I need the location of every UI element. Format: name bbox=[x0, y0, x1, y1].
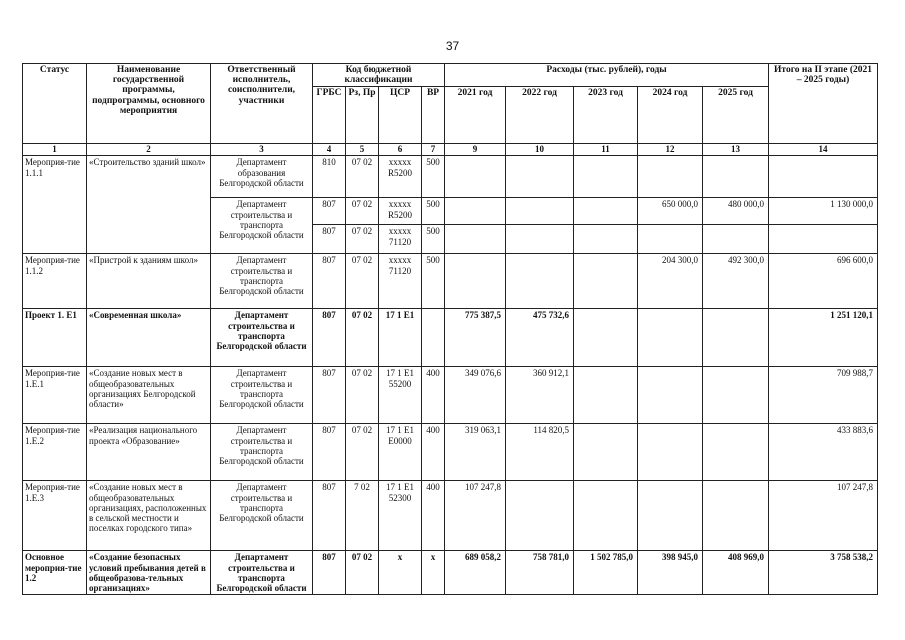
cell-csr: xxxxx 71120 bbox=[379, 254, 422, 309]
cell-executor: Департамент строительства и транспорта Белгородской области bbox=[211, 198, 313, 254]
cell-vr: 500 bbox=[422, 156, 445, 198]
col-number: 11 bbox=[574, 144, 638, 156]
cell-2022: 758 781,0 bbox=[506, 551, 574, 595]
col-number: 1 bbox=[23, 144, 87, 156]
cell-2025 bbox=[703, 367, 769, 424]
header-status: Статус bbox=[23, 64, 87, 144]
header-2023: 2023 год bbox=[574, 87, 638, 144]
cell-2025 bbox=[703, 225, 769, 254]
cell-rz-pr: 07 02 bbox=[346, 254, 379, 309]
col-number: 6 bbox=[379, 144, 422, 156]
cell-2025 bbox=[703, 309, 769, 367]
cell-csr: 17 1 Е1 52300 bbox=[379, 481, 422, 551]
cell-grbs: 807 bbox=[313, 254, 346, 309]
cell-2022 bbox=[506, 198, 574, 225]
cell-rz-pr: 07 02 bbox=[346, 367, 379, 424]
table-row bbox=[23, 156, 878, 198]
cell-2021: 349 076,6 bbox=[445, 367, 506, 424]
col-number: 12 bbox=[638, 144, 703, 156]
header-budget-code: Код бюджетной классификации bbox=[313, 64, 445, 87]
cell-total: 709 988,7 bbox=[769, 367, 878, 424]
table-row bbox=[23, 481, 878, 551]
cell-2024 bbox=[638, 481, 703, 551]
cell-vr: 400 bbox=[422, 481, 445, 551]
cell-csr: 17 1 Е1 bbox=[379, 309, 422, 367]
cell-status: Мероприя-тие 1.Е.3 bbox=[23, 481, 87, 551]
cell-name: «Современная школа» bbox=[87, 309, 211, 367]
header-2022: 2022 год bbox=[506, 87, 574, 144]
cell-executor: Департамент строительства и транспорта Белгородской области bbox=[211, 367, 313, 424]
cell-rz-pr: 7 02 bbox=[346, 481, 379, 551]
cell-2024 bbox=[638, 309, 703, 367]
header-2021: 2021 год bbox=[445, 87, 506, 144]
cell-rz-pr: 07 02 bbox=[346, 198, 379, 225]
cell-2022 bbox=[506, 225, 574, 254]
cell-total: 696 600,0 bbox=[769, 254, 878, 309]
cell-2023 bbox=[574, 225, 638, 254]
col-number: 13 bbox=[703, 144, 769, 156]
cell-2024 bbox=[638, 225, 703, 254]
cell-2023 bbox=[574, 254, 638, 309]
cell-status: Мероприя-тие 1.1.2 bbox=[23, 254, 87, 309]
header-name: Наименование государственной программы, подпрограммы, основного мероприятия bbox=[87, 64, 211, 144]
cell-csr: xxxxx 71120 bbox=[379, 225, 422, 254]
cell-2024 bbox=[638, 424, 703, 481]
cell-2024: 204 300,0 bbox=[638, 254, 703, 309]
cell-2022: 114 820,5 bbox=[506, 424, 574, 481]
cell-status: Мероприя-тие 1.Е.2 bbox=[23, 424, 87, 481]
header-executor: Ответственный исполнитель, соисполнители, участники bbox=[211, 64, 313, 144]
cell-grbs: 807 bbox=[313, 481, 346, 551]
cell-name: «Реализация национального проекта «Образование» bbox=[87, 424, 211, 481]
cell-2025 bbox=[703, 156, 769, 198]
cell-2023: 1 502 785,0 bbox=[574, 551, 638, 595]
col-number: 14 bbox=[769, 144, 878, 156]
cell-grbs: 807 bbox=[313, 225, 346, 254]
cell-grbs: 810 bbox=[313, 156, 346, 198]
cell-vr bbox=[422, 309, 445, 367]
cell-rz-pr: 07 02 bbox=[346, 225, 379, 254]
cell-vr: 500 bbox=[422, 225, 445, 254]
page-number: 37 bbox=[445, 39, 460, 53]
col-number: 4 bbox=[313, 144, 346, 156]
cell-status: Основное мероприя-тие 1.2 bbox=[23, 551, 87, 595]
cell-2024 bbox=[638, 156, 703, 198]
col-number: 5 bbox=[346, 144, 379, 156]
cell-2025 bbox=[703, 424, 769, 481]
cell-csr: xxxxx R5200 bbox=[379, 156, 422, 198]
col-number: 10 bbox=[506, 144, 574, 156]
cell-executor: Департамент строительства и транспорта Белгородской области bbox=[211, 254, 313, 309]
cell-rz-pr: 07 02 bbox=[346, 424, 379, 481]
cell-total: 433 883,6 bbox=[769, 424, 878, 481]
table-row bbox=[23, 309, 878, 367]
cell-total bbox=[769, 156, 878, 198]
cell-total: 3 758 538,2 bbox=[769, 551, 878, 595]
cell-vr: 500 bbox=[422, 198, 445, 225]
cell-2023 bbox=[574, 198, 638, 225]
cell-2023 bbox=[574, 156, 638, 198]
cell-2025 bbox=[703, 481, 769, 551]
col-number: 9 bbox=[445, 144, 506, 156]
cell-grbs: 807 bbox=[313, 551, 346, 595]
table-row bbox=[23, 367, 878, 424]
cell-name: «Создание безопасных условий пребывания детей в общеобразова-тельных организациях» bbox=[87, 551, 211, 595]
cell-2021 bbox=[445, 156, 506, 198]
cell-2023 bbox=[574, 424, 638, 481]
cell-2021: 319 063,1 bbox=[445, 424, 506, 481]
cell-rz-pr: 07 02 bbox=[346, 156, 379, 198]
cell-vr: 400 bbox=[422, 424, 445, 481]
cell-csr: х bbox=[379, 551, 422, 595]
cell-2021 bbox=[445, 198, 506, 225]
cell-2021 bbox=[445, 254, 506, 309]
cell-2023 bbox=[574, 481, 638, 551]
cell-2022 bbox=[506, 254, 574, 309]
cell-2024 bbox=[638, 367, 703, 424]
header-2024: 2024 год bbox=[638, 87, 703, 144]
cell-2021 bbox=[445, 225, 506, 254]
cell-grbs: 807 bbox=[313, 367, 346, 424]
cell-status: Проект 1. Е1 bbox=[23, 309, 87, 367]
cell-csr: 17 1 Е1 Е0000 bbox=[379, 424, 422, 481]
cell-grbs: 807 bbox=[313, 424, 346, 481]
cell-2022: 475 732,6 bbox=[506, 309, 574, 367]
header-expenses: Расходы (тыс. рублей), годы bbox=[445, 64, 769, 87]
cell-2022 bbox=[506, 481, 574, 551]
cell-total: 107 247,8 bbox=[769, 481, 878, 551]
cell-total: 1 130 000,0 bbox=[769, 198, 878, 225]
cell-executor: Департамент строительства и транспорта Белгородской области bbox=[211, 424, 313, 481]
cell-2023 bbox=[574, 367, 638, 424]
cell-name: «Пристрой к зданиям школ» bbox=[87, 254, 211, 309]
cell-total: 1 251 120,1 bbox=[769, 309, 878, 367]
cell-2023 bbox=[574, 309, 638, 367]
cell-2021: 689 058,2 bbox=[445, 551, 506, 595]
cell-executor: Департамент строительства и транспорта Белгородской области bbox=[211, 551, 313, 595]
header-rz-pr: Рз, Пр bbox=[346, 87, 379, 144]
table-row bbox=[23, 424, 878, 481]
cell-2025: 480 000,0 bbox=[703, 198, 769, 225]
cell-grbs: 807 bbox=[313, 198, 346, 225]
header-total: Итого на II этапе (2021 – 2025 годы) bbox=[769, 64, 878, 144]
header-2025: 2025 год bbox=[703, 87, 769, 144]
cell-2024: 650 000,0 bbox=[638, 198, 703, 225]
cell-total bbox=[769, 225, 878, 254]
cell-2025: 492 300,0 bbox=[703, 254, 769, 309]
cell-2021: 107 247,8 bbox=[445, 481, 506, 551]
col-number: 3 bbox=[211, 144, 313, 156]
cell-grbs: 807 bbox=[313, 309, 346, 367]
budget-table bbox=[22, 63, 878, 595]
cell-vr: 500 bbox=[422, 254, 445, 309]
cell-executor: Департамент образования Белгородской области bbox=[211, 156, 313, 198]
cell-name: «Создание новых мест в общеобразовательных организациях Белгородской области» bbox=[87, 367, 211, 424]
cell-executor: Департамент строительства и транспорта Белгородской области bbox=[211, 309, 313, 367]
cell-status: Мероприя-тие 1.1.1 bbox=[23, 156, 87, 254]
cell-executor: Департамент строительства и транспорта Белгородской области bbox=[211, 481, 313, 551]
cell-csr: 17 1 Е1 55200 bbox=[379, 367, 422, 424]
cell-name: «Создание новых мест в общеобразовательных организациях, расположенных в сельской местности и поселках городского типа» bbox=[87, 481, 211, 551]
cell-2025: 408 969,0 bbox=[703, 551, 769, 595]
cell-2024: 398 945,0 bbox=[638, 551, 703, 595]
header-vr: ВР bbox=[422, 87, 445, 144]
cell-vr: 400 bbox=[422, 367, 445, 424]
header-grbs: ГРБС bbox=[313, 87, 346, 144]
cell-2021: 775 387,5 bbox=[445, 309, 506, 367]
table-row bbox=[23, 254, 878, 309]
cell-rz-pr: 07 02 bbox=[346, 309, 379, 367]
header-csr: ЦСР bbox=[379, 87, 422, 144]
cell-csr: xxxxx R5200 bbox=[379, 198, 422, 225]
col-number: 2 bbox=[87, 144, 211, 156]
col-number: 7 bbox=[422, 144, 445, 156]
cell-2022: 360 912,1 bbox=[506, 367, 574, 424]
cell-2022 bbox=[506, 156, 574, 198]
table-row bbox=[23, 551, 878, 595]
cell-vr: х bbox=[422, 551, 445, 595]
cell-name: «Строительство зданий школ» bbox=[87, 156, 211, 254]
cell-rz-pr: 07 02 bbox=[346, 551, 379, 595]
cell-status: Мероприя-тие 1.Е.1 bbox=[23, 367, 87, 424]
